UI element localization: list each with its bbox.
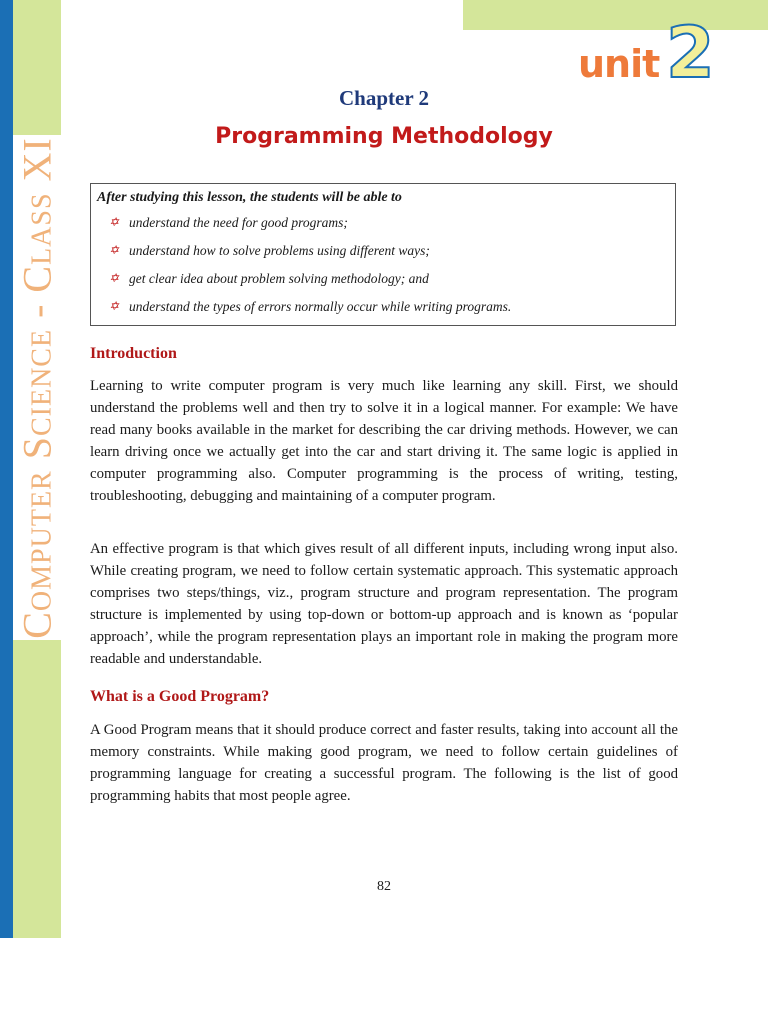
side-title: Computer Science - Class XI [14, 137, 60, 639]
objectives-intro: After studying this lesson, the students will be able to [97, 190, 402, 205]
objective-text: understand the types of errors normally occur while writing programs. [129, 299, 512, 314]
objective-text: get clear idea about problem solving methodology; and [129, 271, 429, 286]
chapter-label: Chapter 2 [338, 86, 430, 110]
star-bullet-icon: ✡ [109, 243, 120, 257]
unit-logo-number: 2 [666, 12, 715, 94]
introduction-heading: Introduction [90, 345, 177, 362]
introduction-paragraph-2: An effective program is that which gives result of all different inputs, including wrong input also. While creating program, we need to follow certain systematic approach. This systematic approach comprises two steps/things, viz., program structure and program representation. The program structure is implemented by using top-down or bottom-up approach and is known as ‘popular approach’, while the program representation plays an important role in making the program more readable and understandable. [90, 541, 678, 667]
page-number: 82 [377, 879, 391, 894]
star-bullet-icon: ✡ [109, 215, 120, 229]
list-item [109, 299, 675, 327]
objective-text: understand the need for good programs; [129, 215, 348, 230]
good-program-heading: What is a Good Program? [90, 688, 270, 705]
list-item [109, 243, 675, 271]
objectives-box [90, 183, 676, 326]
objectives-list [97, 215, 675, 327]
unit-logo [578, 12, 728, 94]
good-program-paragraph: A Good Program means that it should produce correct and faster results, taking into account all the memory constraints. While making good program, we need to follow certain guidelines of programming language for creating a successful program. The following is the list of good programming habits that most people agree. [90, 722, 678, 804]
list-item [109, 271, 675, 299]
list-item [109, 215, 675, 243]
star-bullet-icon: ✡ [109, 299, 120, 313]
objective-text: understand how to solve problems using different ways; [129, 243, 430, 258]
introduction-paragraph-1: Learning to write computer program is very much like learning any skill. First, we should understand the problems well and then try to solve it in a logical manner. For example: We have read many books available in the market for describing the car driving methods. However, we can learn driving once we actually get into the car and start driving it. The same logic is applied in computer programming also. Computer programming is the process of writing, testing, troubleshooting, debugging and maintaining of a computer program. [90, 378, 678, 504]
star-bullet-icon: ✡ [109, 271, 120, 285]
chapter-title: Programming Methodology [215, 124, 553, 149]
unit-logo-word: unit [578, 42, 660, 86]
